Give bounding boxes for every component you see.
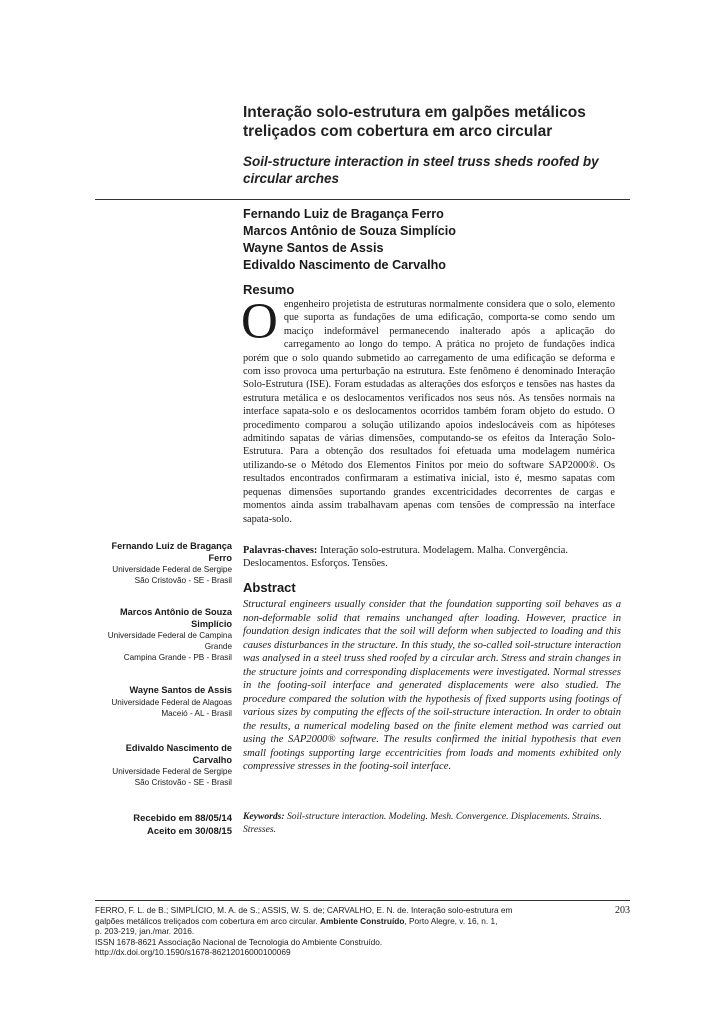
abstract-paragraph: Structural engineers usually consider that the foundation supporting soil behaves as a non-deformable solid that remains unchanged after loading. However, practice in foundation design indicates that the soil will deform when subjected to loading and this causes disturbances in the structure. In this study, the so-called soil-structure interaction was analysed in a steel truss shed roofed by a circular arch. Stress and strain changes in the structure joints and corresponding displacements were investigated. Normal stresses in the footing-soil interface and generated displacements were also studied. The procedure compared the solution with the hypothesis of fixed supports using footings of various sizes by computing the effects of the soil-structure interaction. In order to obtain the results, a numerical modeling based on the finite element method was carried out using the SAP2000® software. The results confirmed the initial hypothesis that even small footings supporting large eccentricities from loads and moments exhibited only compressive stresses in the footing-soil interface. — [243, 599, 621, 772]
affiliation-institution: Universidade Federal de Alagoas — [111, 697, 232, 707]
title-block — [243, 103, 643, 187]
page-number: 203 — [615, 905, 630, 916]
citation-line-1: FERRO, F. L. de B.; SIMPLÍCIO, M. A. de S.; ASSIS, W. S. de; CARVALHO, E. N. de. Interação solo-estrutura em — [95, 905, 513, 915]
palavras-chaves-text: Interação solo-estrutura. Modelagem. Malha. Convergência. Deslocamentos. Esforços. Tensões. — [243, 545, 568, 570]
article-title-english: Soil-structure interaction in steel truss sheds roofed by circular arches — [243, 154, 599, 186]
journal-name: Ambiente Construído — [320, 915, 405, 926]
keywords — [243, 811, 615, 836]
affiliation-location: São Cristovão - SE - Brasil — [134, 576, 232, 585]
submission-dates — [95, 812, 232, 838]
palavras-chaves — [243, 544, 615, 571]
affiliation-2 — [95, 607, 232, 663]
resumo-heading: Resumo — [243, 282, 295, 297]
received-date: Recebido em 88/05/14 — [133, 813, 232, 824]
affiliation-author: Wayne Santos de Assis — [129, 685, 232, 695]
affiliation-institution: Universidade Federal de Sergipe — [112, 565, 232, 574]
affiliation-author: Fernando Luiz de Bragança Ferro — [111, 541, 232, 563]
affiliation-author: Marcos Antônio de Souza Simplício — [120, 607, 232, 629]
citation-title-end: galpões metálicos treliçados com cobertura em arco circular. — [95, 915, 318, 926]
author-name: Wayne Santos de Assis — [243, 241, 384, 255]
citation-line-2 — [95, 916, 595, 927]
article-title-portuguese: Interação solo-estrutura em galpões metálicos treliçados com cobertura em arco circular — [243, 104, 586, 140]
affiliation-1 — [95, 541, 232, 586]
doi-link[interactable]: http://dx.doi.org/10.1590/s1678-86212016000100069 — [95, 947, 291, 958]
affiliation-location: Maceió - AL - Brasil — [161, 708, 232, 718]
palavras-chaves-label: Palavras-chaves: — [243, 545, 318, 556]
header-divider — [95, 199, 630, 200]
author-name: Marcos Antônio de Souza Simplício — [243, 224, 456, 238]
drop-cap: O — [241, 294, 278, 350]
affiliation-3 — [95, 685, 232, 719]
keywords-text: Soil-structure interaction. Modeling. Mesh. Convergence. Displacements. Strains. Stresses. — [243, 811, 602, 835]
affiliation-location: Campina Grande - PB - Brasil — [123, 653, 232, 662]
accepted-date: Aceito em 30/08/15 — [146, 826, 232, 837]
abstract-heading: Abstract — [243, 580, 296, 595]
citation-line-3: p. 203-219, jan./mar. 2016. — [95, 926, 195, 937]
resumo-text: engenheiro projetista de estruturas normalmente considera que o solo, elemento que suporta as fundações de uma edificação, comporta-se como sendo um maciço indeformável permanecendo inalterado após a aplicação do carregamento ao longo do tempo. A prática no projeto de fundações indica porém que o solo quando submetido ao carregamento de uma edificação se deforma e com isso provoca uma perturbação na estrutura. Este fenômeno é denominado Interação Solo-Estrutura (ISE). Foram estudadas as alterações dos esforços e tensões nas hastes da estrutura metálica e os deslocamentos verificados nos seus nós. As tensões normais na interface sapata-solo e os deslocamentos ocorridos também foram objeto do estudo. O procedimento comparou a solução utilizando apoios indeslocáveis com as hipóteses admitindo sapatas de várias dimensões, computando-se os efeitos da Interação Solo-Estrutura. Para a obtenção dos resultados foi efetuada uma modelagem numérica utilizando-se o Método dos Elementos Finitos por meio do software SAP2000®. Os resultados encontrados confirmaram a estimativa inicial, isto é, mesmo sapatas com pequenas dimensões suportando grandes excentricidades decorrentes de cargas e momentos ainda assim trabalhavam apenas com tensões de compressão na interface sapata-solo. — [243, 299, 615, 525]
affiliation-institution: Universidade Federal de Campina Grande — [107, 631, 232, 651]
author-list — [243, 206, 633, 274]
affiliation-4 — [95, 743, 232, 788]
keywords-label: Keywords: — [243, 811, 285, 822]
citation-footer — [95, 905, 595, 958]
footer-divider — [95, 900, 630, 901]
affiliation-author: Edivaldo Nascimento de Carvalho — [125, 743, 232, 765]
author-name: Fernando Luiz de Bragança Ferro — [243, 207, 444, 221]
author-name: Edivaldo Nascimento de Carvalho — [243, 258, 446, 272]
affiliation-location: São Cristovão - SE - Brasil — [134, 778, 232, 787]
citation-volume: , Porto Alegre, v. 16, n. 1, — [404, 915, 498, 926]
issn-line: ISSN 1678-8621 Associação Nacional de Tecnologia do Ambiente Construído. — [95, 936, 383, 947]
resumo-paragraph — [241, 294, 615, 526]
affiliation-institution: Universidade Federal de Sergipe — [112, 767, 232, 776]
